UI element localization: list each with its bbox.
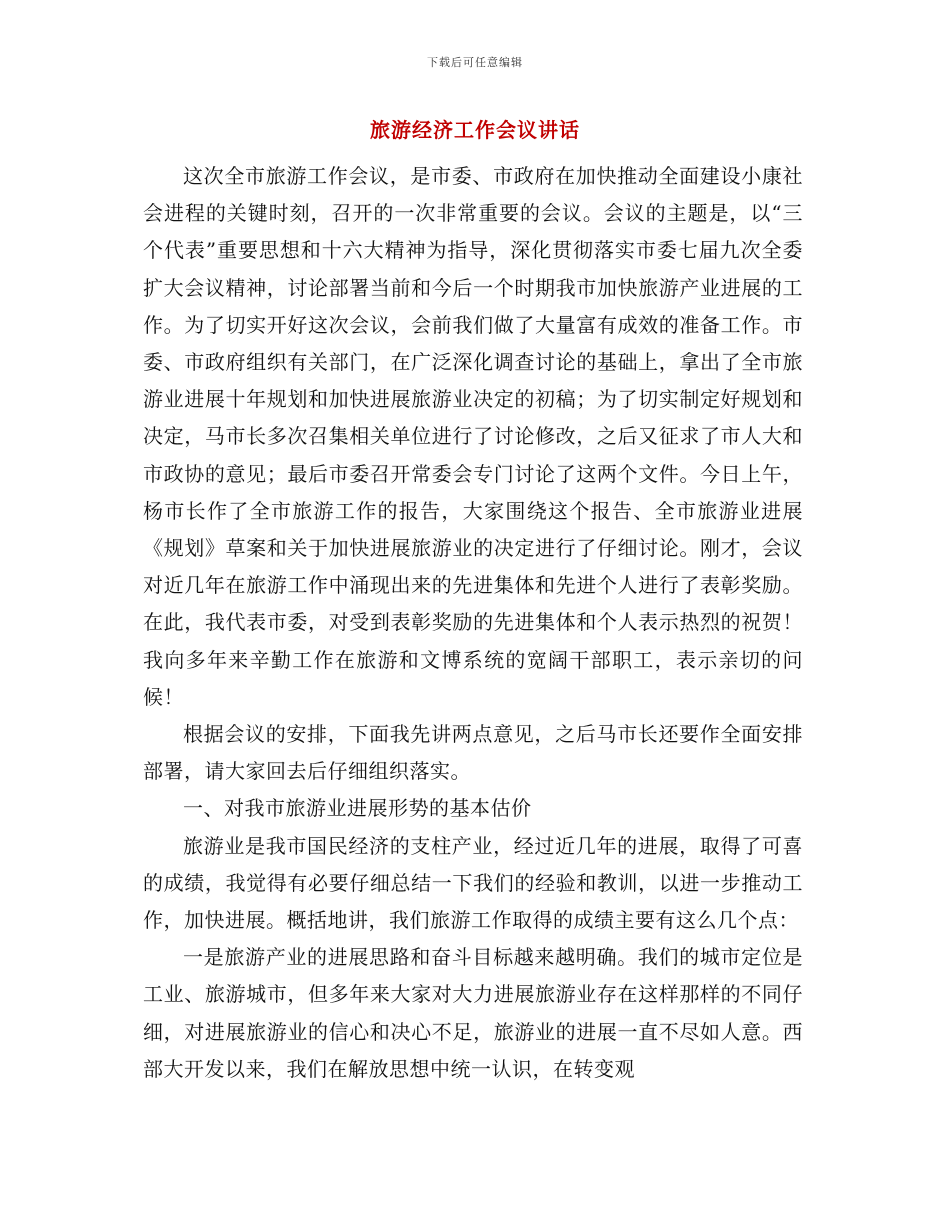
paragraph-achievements: 旅游业是我市国民经济的支柱产业，经过近几年的进展，取得了可喜的成绩，我觉得有必要仔细总结一下我们的经验和教训，以进一步推动工作，加快进展。概括地讲，我们旅游工作取得的成绩主要有这么几个点： bbox=[143, 833, 803, 933]
section-heading-1: 一、对我市旅游业进展形势的基本估价 bbox=[183, 796, 532, 821]
paragraph-intro: 这次全市旅游工作会议，是市委、市政府在加快推动全面建设小康社会进程的关键时刻，召开的一次非常重要的会议。会议的主题是，以“三个代表”重要思想和十六大精神为指导，深化贯彻落实市委七届九次全委扩大会议精神，讨论部署当前和今后一个时期我市加快旅游产业进展的工作。为了切实开好这次会议，会前我们做了大量富有成效的准备工作。市委、市政府组织有关部门，在广泛深化调查讨论的基础上，拿出了全市旅游业进展十年规划和加快进展旅游业决定的初稿；为了切实制定好规划和决定，马市长多次召集相关单位进行了讨论修改，之后又征求了市人大和市政协的意见；最后市委召开常委会专门讨论了这两个文件。今日上午，杨市长作了全市旅游工作的报告，大家围绕这个报告、全市旅游业进展《规划》草案和关于加快进展旅游业的决定进行了仔细讨论。刚才，会议对近几年在旅游工作中涌现出来的先进集体和先进个人进行了表彰奖励。在此，我代表市委，对受到表彰奖励的先进集体和个人表示热烈的祝贺！我向多年来辛勤工作在旅游和文博系统的宽阔干部职工，表示亲切的问候！ bbox=[143, 164, 803, 709]
paragraph-arrangement: 根据会议的安排，下面我先讲两点意见，之后马市长还要作全面安排部署，请大家回去后仔细组织落实。 bbox=[143, 722, 803, 784]
document-body bbox=[143, 158, 803, 1088]
document-title: 旅游经济工作会议讲话 bbox=[370, 118, 580, 142]
header-note: 下载后可任意编辑 bbox=[427, 56, 523, 69]
paragraph-point-one: 一是旅游产业的进展思路和奋斗目标越来越明确。我们的城市定位是工业、旅游城市，但多年来大家对大力进展旅游业存在这样那样的不同仔细，对进展旅游业的信心和决心不足，旅游业的进展一直不尽如人意。西部大开发以来，我们在解放思想中统一认识，在转变观 bbox=[143, 945, 803, 1081]
